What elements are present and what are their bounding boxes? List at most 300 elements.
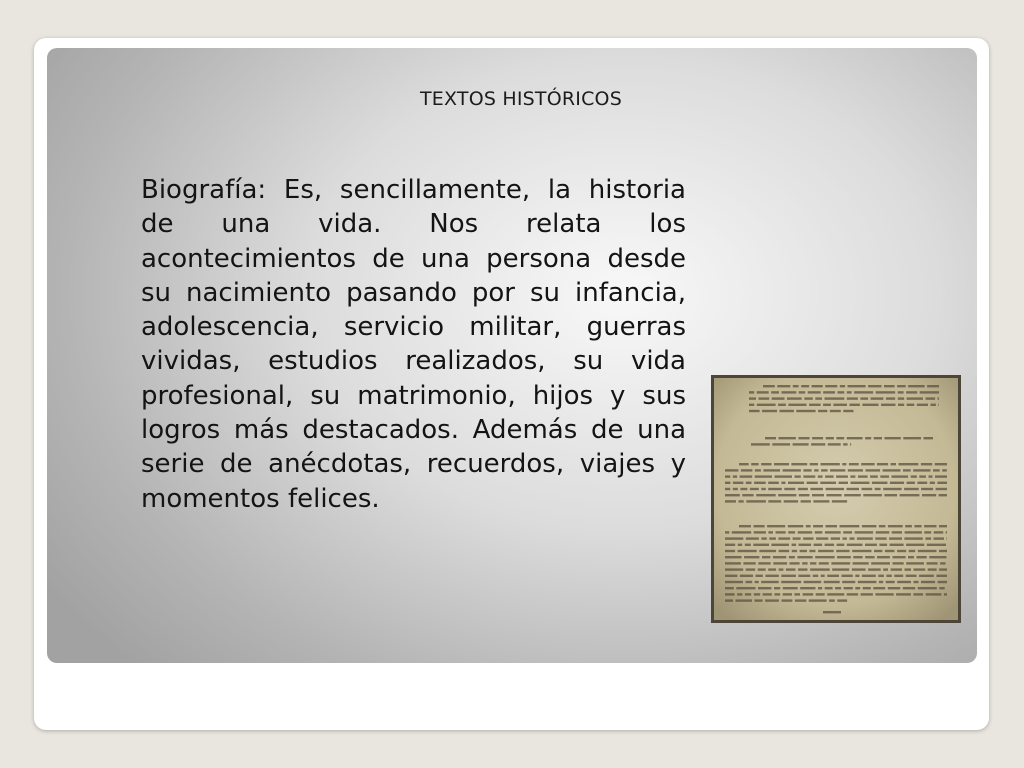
typewritten-word [827, 593, 844, 595]
typewritten-word [898, 404, 904, 406]
typewritten-word [853, 556, 862, 558]
typewritten-word [798, 437, 809, 439]
typewritten-word [913, 469, 930, 471]
typewritten-word [783, 587, 798, 589]
typewritten-word [917, 482, 927, 484]
typewritten-word [904, 488, 919, 490]
typewritten-word [836, 437, 844, 439]
typewritten-word [821, 463, 840, 465]
typewritten-word [756, 575, 763, 577]
typewritten-word [771, 544, 789, 546]
typewritten-word [725, 562, 741, 564]
typewritten-word [939, 587, 944, 589]
typewritten-word [891, 463, 896, 465]
typewritten-word [844, 587, 853, 589]
typewritten-word [862, 575, 876, 577]
typewritten-word [801, 500, 811, 502]
typewritten-word [813, 575, 819, 577]
typewritten-word [855, 575, 859, 577]
typewritten-word [803, 593, 814, 595]
typewritten-word [771, 391, 779, 393]
typewritten-word [792, 544, 797, 546]
typewritten-word [798, 575, 810, 577]
typewritten-word [825, 587, 833, 589]
typewritten-word [744, 556, 759, 558]
typewritten-word [907, 397, 923, 399]
typewritten-word [791, 463, 807, 465]
typewritten-word [866, 469, 881, 471]
typewritten-word [861, 593, 873, 595]
typewritten-word [769, 537, 776, 539]
typewritten-word [865, 437, 871, 439]
typewritten-word [741, 469, 753, 471]
typewritten-word [809, 550, 815, 552]
typewritten-word [904, 537, 922, 539]
typewritten-word [781, 575, 796, 577]
typewritten-word [818, 410, 827, 412]
typewritten-word [768, 568, 776, 570]
typewritten-word [847, 437, 863, 439]
typewritten-word [937, 482, 947, 484]
typewritten-word [763, 593, 772, 595]
typewritten-word [740, 488, 747, 490]
typewritten-word [893, 556, 906, 558]
typewritten-word [725, 575, 737, 577]
typewritten-word [789, 556, 795, 558]
typewritten-word [812, 494, 824, 496]
typewritten-word [877, 556, 890, 558]
typewritten-word [782, 599, 793, 601]
typewritten-word [936, 575, 947, 577]
typewritten-word [905, 525, 912, 527]
typewritten-word [838, 391, 845, 393]
typewritten-word [939, 494, 947, 496]
typewritten-word [848, 385, 866, 387]
typewritten-word [755, 599, 763, 601]
typewritten-word [853, 562, 869, 564]
typewritten-word [758, 562, 770, 564]
typewritten-word [873, 587, 885, 589]
typewritten-word [826, 494, 841, 496]
typewritten-word [826, 488, 845, 490]
typewritten-word [876, 391, 896, 393]
typewritten-word [921, 581, 935, 583]
typewritten-word [893, 562, 904, 564]
typewritten-word [725, 482, 730, 484]
typewritten-word [908, 385, 925, 387]
typewritten-word [852, 550, 871, 552]
typewritten-word [737, 593, 742, 595]
typewritten-word [825, 397, 845, 399]
typewritten-word [833, 404, 847, 406]
typewritten-word [821, 575, 825, 577]
typewritten-word [894, 575, 903, 577]
typewritten-word [905, 531, 922, 533]
typewritten-word [924, 525, 936, 527]
typewritten-word [919, 475, 926, 477]
typewritten-word [832, 500, 847, 502]
typewritten-word [813, 500, 829, 502]
typewritten-word [870, 475, 878, 477]
typewritten-word [725, 581, 743, 583]
typewritten-word [906, 391, 917, 393]
typewritten-word [803, 469, 811, 471]
typewritten-word [812, 437, 823, 439]
typewritten-word [823, 404, 831, 406]
typewritten-word [907, 482, 915, 484]
typewritten-word [914, 581, 919, 583]
typewritten-word [813, 525, 823, 527]
typewritten-word [888, 587, 901, 589]
typewritten-word [749, 397, 756, 399]
typewritten-word [738, 550, 757, 552]
typewritten-word [918, 550, 937, 552]
typewritten-word [927, 544, 946, 546]
typewritten-word [774, 593, 780, 595]
typewritten-word [800, 550, 807, 552]
typewritten-word [911, 475, 917, 477]
typewritten-word [903, 587, 915, 589]
typewritten-word [810, 562, 816, 564]
typewritten-word [793, 385, 799, 387]
typewritten-word [733, 475, 737, 477]
typewritten-word [888, 525, 903, 527]
typewritten-word [930, 482, 935, 484]
typewritten-word [759, 550, 776, 552]
typewritten-word [825, 385, 837, 387]
typewritten-word [843, 531, 852, 533]
typewritten-word [754, 593, 760, 595]
typewritten-word [865, 544, 877, 546]
typewritten-word [725, 544, 735, 546]
typewritten-word [825, 544, 835, 546]
typewritten-word [929, 556, 946, 558]
typewritten-word [848, 469, 863, 471]
typewritten-word [739, 463, 749, 465]
typewritten-word [907, 404, 915, 406]
typewritten-word [935, 463, 947, 465]
typewritten-word [794, 593, 800, 595]
typewritten-word [886, 397, 895, 399]
typewritten-word [926, 397, 936, 399]
typewritten-word [843, 443, 847, 445]
typewritten-word [738, 544, 743, 546]
typewritten-word [844, 494, 861, 496]
typewritten-word [763, 469, 780, 471]
typewritten-word [725, 556, 742, 558]
typewritten-word [807, 482, 818, 484]
typewritten-word [865, 556, 874, 558]
typewritten-word [781, 581, 801, 583]
typewritten-word [799, 391, 806, 393]
typewritten-word [843, 537, 847, 539]
typewritten-word [787, 397, 802, 399]
typewritten-word [938, 397, 939, 399]
typewritten-word [906, 575, 917, 577]
typewritten-word [897, 550, 906, 552]
typewritten-word [755, 475, 772, 477]
typewritten-word [818, 550, 834, 552]
typewritten-word [934, 537, 945, 539]
typewritten-word [768, 482, 779, 484]
typewritten-word [863, 494, 882, 496]
typewritten-word [884, 385, 895, 387]
historical-document-image [711, 375, 961, 623]
typewritten-word [804, 397, 813, 399]
typewritten-word [825, 475, 834, 477]
typewritten-word [897, 385, 906, 387]
typewritten-word [861, 463, 874, 465]
typewritten-word [843, 410, 853, 412]
typewritten-word [798, 568, 808, 570]
typewritten-word [765, 599, 779, 601]
typewritten-word [725, 593, 735, 595]
typewritten-word [927, 385, 939, 387]
typewritten-word [935, 475, 947, 477]
typewritten-word [828, 443, 841, 445]
typewritten-word [765, 437, 776, 439]
typewritten-word [908, 556, 914, 558]
typewritten-word [918, 587, 937, 589]
typewritten-word [831, 562, 850, 564]
typewritten-word [890, 482, 904, 484]
typewritten-word [739, 500, 744, 502]
typewritten-word [758, 587, 772, 589]
typewritten-word [892, 531, 902, 533]
typewritten-word [858, 581, 877, 583]
typewritten-word [903, 437, 921, 439]
typewritten-word [842, 463, 846, 465]
typewritten-word [788, 531, 795, 533]
typewritten-word [788, 404, 806, 406]
typewritten-word [768, 488, 782, 490]
typewritten-word [939, 550, 947, 552]
paper-sheet [714, 378, 958, 620]
typewritten-word [851, 482, 870, 484]
typewritten-word [906, 544, 924, 546]
typewritten-word [761, 581, 779, 583]
typewritten-word [872, 482, 888, 484]
typewritten-word [751, 443, 770, 445]
typewritten-word [883, 568, 888, 570]
typewritten-word [836, 475, 848, 477]
typewritten-word [801, 385, 809, 387]
typewritten-word [796, 410, 815, 412]
typewritten-word [795, 599, 806, 601]
typewritten-word [799, 494, 810, 496]
typewritten-word [850, 537, 855, 539]
typewritten-word [740, 475, 753, 477]
typewritten-word [746, 568, 756, 570]
typewritten-word [749, 410, 760, 412]
typewritten-word [793, 443, 809, 445]
typewritten-word [852, 568, 866, 570]
typewritten-word [868, 568, 881, 570]
typewritten-word [924, 531, 931, 533]
typewritten-word [927, 562, 938, 564]
typewritten-word [772, 443, 790, 445]
typewritten-word [814, 469, 818, 471]
typewritten-word [761, 463, 771, 465]
typewritten-word [809, 599, 827, 601]
typewritten-word [891, 568, 902, 570]
typewritten-word [812, 385, 823, 387]
typewritten-word [926, 593, 942, 595]
typewritten-word [890, 544, 904, 546]
typewritten-word [836, 550, 849, 552]
typewritten-word [925, 537, 931, 539]
typewritten-word [802, 562, 807, 564]
typewritten-word [877, 463, 888, 465]
typewritten-word [803, 475, 815, 477]
typewritten-word [816, 593, 825, 595]
typewritten-word [754, 482, 766, 484]
typewritten-word [739, 525, 751, 527]
typewritten-word [725, 537, 743, 539]
typewritten-word [804, 581, 822, 583]
typewritten-word [899, 463, 919, 465]
typewritten-word [909, 550, 916, 552]
typewritten-word [842, 581, 855, 583]
typewritten-word [835, 587, 841, 589]
typewritten-word [886, 581, 895, 583]
typewritten-word [725, 550, 735, 552]
typewritten-word [725, 494, 740, 496]
typewritten-word [810, 488, 823, 490]
typewritten-word [854, 391, 873, 393]
typewritten-word [783, 593, 792, 595]
typewritten-word [755, 581, 759, 583]
typewritten-word [767, 525, 785, 527]
typewritten-word [781, 482, 785, 484]
typewritten-word [906, 562, 924, 564]
typewritten-word [824, 581, 840, 583]
typewritten-word [809, 404, 821, 406]
typewritten-word [871, 397, 884, 399]
typewritten-word [929, 475, 933, 477]
typewritten-word [840, 385, 845, 387]
typewritten-word [922, 494, 936, 496]
typewritten-word [917, 556, 927, 558]
typewritten-word [886, 575, 891, 577]
typewritten-word [742, 494, 753, 496]
typewritten-word [884, 494, 897, 496]
typewritten-word [858, 475, 868, 477]
typewritten-word [815, 556, 834, 558]
typewritten-word [826, 437, 834, 439]
typewritten-word [793, 537, 801, 539]
typewritten-word [746, 482, 752, 484]
typewritten-word [871, 562, 890, 564]
typewritten-word [784, 500, 798, 502]
typewritten-word [837, 599, 847, 601]
typewritten-word [746, 537, 759, 539]
typewritten-word [931, 404, 936, 406]
typewritten-word [942, 469, 947, 471]
typewritten-word [896, 593, 911, 595]
typewritten-word [732, 531, 751, 533]
typewritten-word [816, 537, 828, 539]
typewritten-word [831, 537, 840, 539]
typewritten-word [786, 568, 796, 570]
typewritten-word [746, 581, 753, 583]
typewritten-word [725, 599, 733, 601]
typewritten-word [850, 404, 860, 406]
typewritten-word [874, 437, 882, 439]
typewritten-word [940, 562, 945, 564]
typewritten-word [938, 404, 939, 406]
typewritten-word [839, 482, 848, 484]
typewritten-word [919, 575, 934, 577]
typewritten-word [847, 544, 863, 546]
typewritten-word [847, 391, 852, 393]
typewritten-word [784, 488, 795, 490]
typewritten-word [743, 562, 755, 564]
typewritten-word [780, 410, 794, 412]
typewritten-word [808, 391, 821, 393]
typewritten-word [897, 581, 911, 583]
typewritten-word [881, 404, 895, 406]
typewritten-word [751, 463, 758, 465]
typewritten-word [774, 587, 780, 589]
slide-title: TEXTOS HISTÓRICOS [420, 88, 622, 110]
typewritten-word [939, 525, 947, 527]
typewritten-word [783, 469, 801, 471]
typewritten-word [847, 593, 858, 595]
typewritten-word [725, 475, 730, 477]
typewritten-word [756, 494, 776, 496]
typewritten-word [810, 463, 818, 465]
typewritten-word [885, 550, 895, 552]
typewritten-word [758, 568, 766, 570]
typewritten-word [778, 494, 796, 496]
typewritten-word [879, 581, 883, 583]
typewritten-word [875, 537, 886, 539]
typewritten-word [798, 531, 813, 533]
typewritten-word [768, 500, 781, 502]
typewritten-word [889, 537, 902, 539]
typewritten-word [875, 593, 893, 595]
typewritten-word [777, 385, 790, 387]
typewritten-word [821, 469, 828, 471]
typewritten-word [782, 391, 797, 393]
typewritten-word [763, 385, 775, 387]
typewritten-word [921, 463, 932, 465]
typewritten-word [913, 593, 923, 595]
typewritten-word [939, 568, 947, 570]
typewritten-word [862, 525, 877, 527]
typewritten-word [827, 575, 839, 577]
typewritten-word [779, 568, 784, 570]
typewritten-word [725, 568, 743, 570]
typewritten-word [733, 482, 744, 484]
typewritten-word [810, 568, 830, 570]
typewritten-word [759, 397, 770, 399]
biography-paragraph: Biografía: Es, sencillamente, la historia de una vida. Nos relata los acontecimientos de una persona desde su nacimiento pasando por su infancia, adolescencia, servicio militar, guerras vividas, estudios realizados, su vida profesional, su matrimonio, hijos y sus logros más destacados. Además de una serie de anécdotas, recuerdos, viajes y momentos felices. [141, 175, 686, 514]
typewritten-word [855, 587, 860, 589]
typewritten-word [917, 404, 928, 406]
typewritten-word [830, 410, 841, 412]
typewritten-word [849, 463, 859, 465]
typewritten-word [837, 544, 845, 546]
typewritten-word [790, 562, 800, 564]
typewritten-word [815, 397, 822, 399]
typewritten-word [772, 397, 785, 399]
typewritten-word [779, 437, 796, 439]
typewritten-word [761, 488, 766, 490]
typewritten-word [938, 581, 947, 583]
typewritten-word [879, 544, 887, 546]
